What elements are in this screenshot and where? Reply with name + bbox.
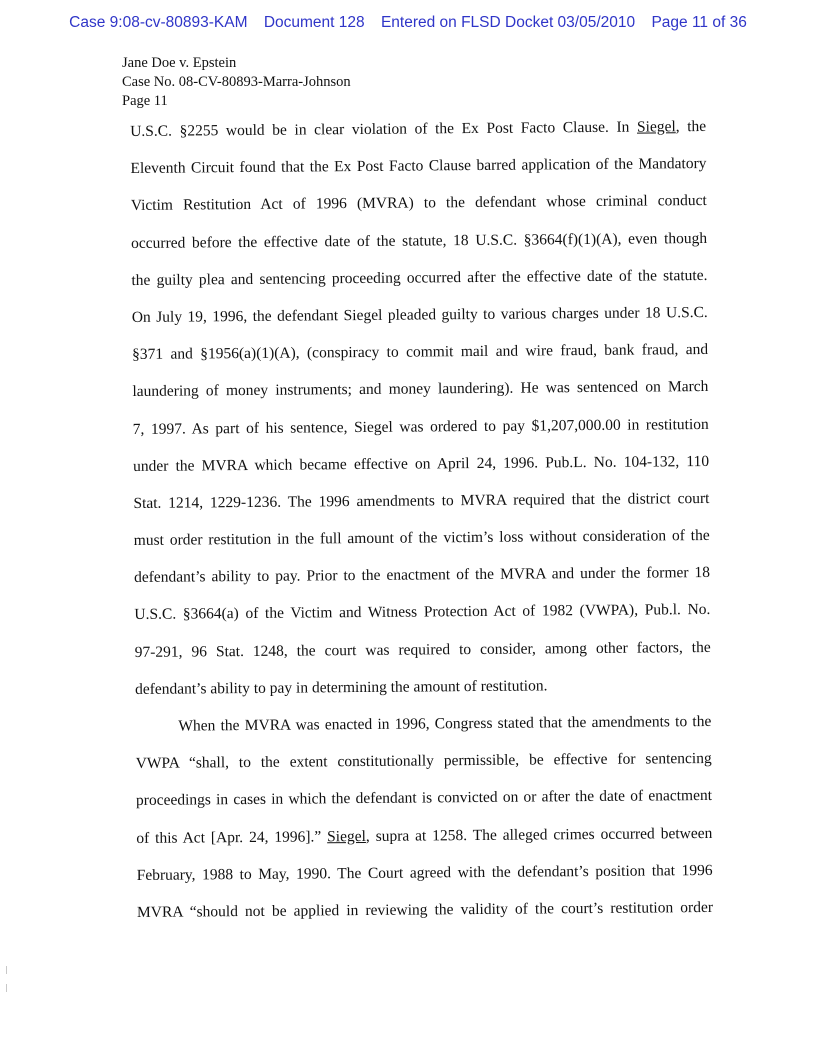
case-caption: Jane Doe v. Epstein — [122, 55, 237, 71]
body-line-1: U.S.C. §2255 would be in clear violation of the Ex Post Facto Clause. In Siegel, the — [130, 117, 707, 140]
body-line-20: of this Act [Apr. 24, 1996].” Siegel, supra at 1258. The alleged crimes occurred between — [136, 824, 713, 847]
case-number: Case No. 08-CV-80893-Marra-Johnson — [122, 74, 351, 90]
body-line-8: laundering of money instruments; and money laundering). He was sentenced on March — [132, 378, 709, 401]
body-line-10: under the MVRA which became effective on April 24, 1996. Pub.L. No. 104-132, 110 — [133, 452, 710, 475]
body-line-12: must order restitution in the full amount of the victim’s loss without consideration of the — [133, 527, 710, 550]
docket-entered: Entered on FLSD Docket 03/05/2010 — [380, 14, 636, 31]
body-line-6: On July 19, 1996, the defendant Siegel pleaded guilty to various charges under 18 U.S.C. — [131, 303, 708, 326]
body-line-11: Stat. 1214, 1229-1236. The 1996 amendments to MVRA required that the district court — [133, 489, 710, 512]
body-line-19: proceedings in cases in which the defendant is convicted on or after the date of enactment — [135, 787, 713, 810]
body-line-4: occurred before the effective date of the statute, 18 U.S.C. §3664(f)(1)(A), even though — [131, 229, 708, 252]
body-line-13: defendant’s ability to pay. Prior to the enactment of the MVRA and under the former 18 — [133, 564, 711, 587]
body-line-17: When the MVRA was enacted in 1996, Congress stated that the amendments to the — [178, 712, 712, 735]
docket-page: Page 11 of 36 — [651, 14, 747, 31]
body-line-15: 97-291, 96 Stat. 1248, the court was required to consider, among other factors, the — [134, 638, 711, 661]
body-line-22: MVRA “should not be applied in reviewing the validity of the court’s restitution order — [136, 898, 714, 921]
document-header — [122, 54, 351, 111]
case-citation-siegel: Siegel — [636, 118, 676, 136]
body-line-9: 7, 1997. As part of his sentence, Siegel was ordered to pay $1,207,000.00 in restitution — [132, 415, 709, 438]
scan-margin-mark — [6, 966, 7, 974]
body-line-16: defendant’s ability to pay in determining the amount of restitution. — [134, 677, 548, 698]
body-line-21: February, 1988 to May, 1990. The Court agreed with the defendant’s position that 1996 — [136, 861, 713, 884]
page-number: Page 11 — [122, 93, 168, 109]
body-line-3: Victim Restitution Act of 1996 (MVRA) to the defendant whose criminal conduct — [130, 192, 707, 215]
body-line-5: the guilty plea and sentencing proceeding occurred after the effective date of the statute. — [131, 266, 708, 289]
body-line-2: Eleventh Circuit found that the Ex Post Facto Clause barred application of the Mandatory — [130, 155, 707, 178]
docket-document-number: Document 128 — [263, 14, 365, 31]
docket-case-number: Case 9:08-cv-80893-KAM — [69, 14, 248, 31]
docket-stamp — [0, 14, 816, 32]
document-body — [130, 108, 713, 931]
case-citation-siegel-2: Siegel — [327, 827, 366, 845]
body-line-7: §371 and §1956(a)(1)(A), (conspiracy to commit mail and wire fraud, bank fraud, and — [132, 341, 709, 364]
body-line-14: U.S.C. §3664(a) of the Victim and Witness Protection Act of 1982 (VWPA), Pub.l. No. — [134, 601, 711, 624]
body-line-18: VWPA “shall, to the extent constitutionally permissible, be effective for sentencing — [135, 750, 712, 773]
scan-margin-mark — [6, 984, 7, 992]
